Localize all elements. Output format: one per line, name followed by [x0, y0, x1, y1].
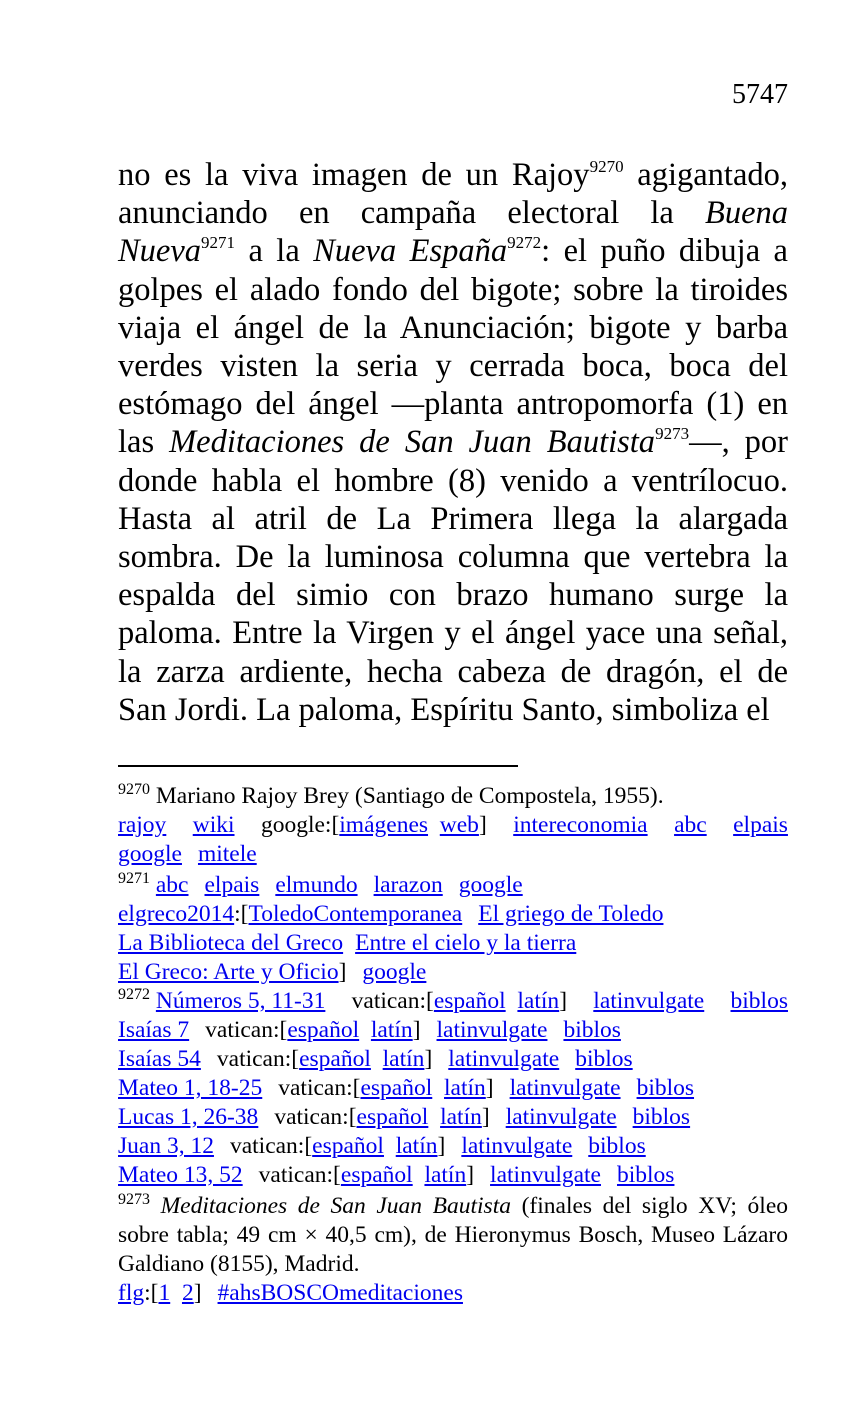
bracket-close: ] [485, 1075, 494, 1101]
italic-term-nueva-espana: Nueva España [313, 233, 508, 270]
bible-ref-row [118, 1045, 788, 1074]
link-latin[interactable]: latín [370, 1017, 413, 1043]
link-flg-2[interactable]: 2 [181, 1280, 194, 1306]
footnote-9271-line [118, 871, 788, 900]
link-elmundo[interactable]: elmundo [275, 872, 358, 898]
link-biblos[interactable]: biblos [616, 1162, 675, 1188]
link-flg[interactable]: flg [118, 1280, 145, 1306]
link-elpais[interactable]: elpais [204, 872, 260, 898]
body-text-segment: : el puño dibuja a golpes el alado fondo del bigote; sobre la tiroides viaja el ángel de la Anunciación; bigote y barba verdes visten la seria y cerrada boca, boca del estómago del ángel ―planta antropomorfa (1) en las [118, 233, 788, 461]
bible-ref-group [118, 1016, 189, 1045]
footnotes [118, 782, 788, 1308]
link-biblos[interactable]: biblos [636, 1075, 695, 1101]
link-abc[interactable]: abc [155, 872, 189, 898]
vatican-group [352, 987, 567, 1016]
link-bible-ref[interactable]: Isaías 54 [118, 1046, 201, 1072]
bracket-open: :[ [144, 1280, 159, 1306]
link-bible-ref[interactable]: Mateo 13, 52 [118, 1162, 243, 1188]
vatican-group [274, 1103, 489, 1132]
link-hashtag-bosco[interactable]: #ahsBOSCOmeditaciones [217, 1280, 463, 1306]
footnote-9270-links [118, 811, 788, 840]
link-latinvulgate[interactable]: latinvulgate [505, 1104, 617, 1130]
link-el-griego-de-toledo[interactable]: El griego de Toledo [478, 901, 664, 927]
footnote-separator [118, 765, 518, 767]
footnote-title: Meditaciones de San Juan Bautista [160, 1193, 511, 1219]
bible-ref-group [118, 987, 325, 1016]
bracket-close: ] [424, 1046, 433, 1072]
link-intereconomia[interactable]: intereconomia [513, 812, 648, 838]
footnote-ref-9273[interactable]: 9273 [655, 424, 690, 444]
link-espanol[interactable]: español [356, 1104, 429, 1130]
link-biblos[interactable]: biblos [730, 988, 788, 1014]
link-espanol[interactable]: español [433, 988, 506, 1014]
link-bible-ref[interactable]: Lucas 1, 26-38 [118, 1104, 259, 1130]
link-rajoy[interactable]: rajoy [118, 812, 167, 838]
vatican-prefix: vatican:[ [229, 1133, 313, 1159]
footnote-text: Mariano Rajoy Brey (Santiago de Compostela, 1955). [150, 783, 664, 809]
elgreco-group [118, 900, 462, 929]
link-bible-ref[interactable]: Mateo 1, 18-25 [118, 1075, 263, 1101]
vatican-group [205, 1016, 420, 1045]
footnote-9271-start [118, 871, 189, 900]
link-elgreco2014[interactable]: elgreco2014 [118, 901, 235, 927]
footnote-number: 9270 [118, 781, 150, 798]
body-text-segment: a la [235, 233, 314, 270]
link-google-2[interactable]: google [362, 959, 427, 985]
bracket-close: ] [338, 959, 347, 985]
bracket-close: ] [193, 1280, 202, 1306]
bible-ref-row [118, 1161, 788, 1190]
body-text-segment: no es la viva imagen de un Rajoy [118, 157, 590, 193]
bible-ref-row [118, 1074, 788, 1103]
link-latinvulgate[interactable]: latinvulgate [461, 1133, 573, 1159]
link-web[interactable]: web [439, 812, 479, 838]
footnote-9271-links-2 [118, 900, 788, 929]
body-text [118, 156, 788, 729]
vatican-prefix: vatican:[ [216, 1046, 300, 1072]
link-latin[interactable]: latín [382, 1046, 425, 1072]
vatican-prefix: vatican:[ [274, 1104, 357, 1130]
link-wiki[interactable]: wiki [192, 812, 235, 838]
link-espanol[interactable]: español [340, 1162, 413, 1188]
link-bible-ref[interactable]: Juan 3, 12 [118, 1133, 214, 1159]
footnote-ref-9270[interactable]: 9270 [589, 157, 624, 176]
link-espanol[interactable]: español [299, 1046, 371, 1072]
link-latin[interactable]: latín [424, 1162, 467, 1188]
footnote-9270-links-2 [118, 840, 788, 869]
bracket-close: ] [559, 988, 568, 1014]
link-latinvulgate[interactable]: latinvulgate [490, 1162, 601, 1188]
link-larazon[interactable]: larazon [373, 872, 443, 898]
footnote-9273-links [118, 1279, 788, 1308]
body-text-segment: agigantado, anunciando en campaña electoral la [118, 157, 789, 232]
footnote-9272 [118, 987, 788, 1190]
vatican-prefix: vatican:[ [278, 1075, 361, 1101]
link-espanol[interactable]: español [312, 1133, 384, 1159]
link-google[interactable]: google [118, 841, 182, 867]
link-espanol[interactable]: español [360, 1075, 433, 1101]
footnote-9271-links-4 [118, 958, 788, 987]
link-latin[interactable]: latín [440, 1104, 482, 1130]
link-elpais[interactable]: elpais [733, 812, 788, 838]
vatican-group [217, 1045, 432, 1074]
arte-group [118, 958, 346, 987]
vatican-prefix: vatican:[ [205, 1017, 288, 1043]
link-bible-ref[interactable]: Números 5, 11-31 [155, 988, 326, 1014]
link-latinvulgate[interactable]: latinvulgate [448, 1046, 560, 1072]
link-biblioteca-del-greco[interactable]: La Biblioteca del Greco [118, 930, 344, 956]
link-biblos[interactable]: biblos [575, 1046, 633, 1072]
link-biblos[interactable]: biblos [588, 1133, 646, 1159]
link-arte-y-oficio[interactable]: El Greco: Arte y Oficio [118, 959, 339, 985]
italic-term-buena-nueva: Buena Nueva [118, 195, 788, 270]
footnote-9271-links-3 [118, 929, 788, 958]
vatican-group [259, 1161, 474, 1190]
bracket-close: ] [466, 1162, 475, 1188]
link-imagenes[interactable]: imágenes [339, 812, 429, 838]
bible-ref-row [118, 1016, 788, 1045]
bible-ref-row [118, 1132, 788, 1161]
flg-group [118, 1279, 202, 1308]
bible-ref-group [118, 1045, 201, 1074]
bible-ref-group [118, 1074, 262, 1103]
link-latinvulgate[interactable]: latinvulgate [509, 1075, 621, 1101]
link-toledo-contemporanea[interactable]: ToledoContemporanea [248, 901, 463, 927]
vatican-prefix: vatican:[ [258, 1162, 341, 1188]
footnote-ref-9271[interactable]: 9271 [201, 233, 236, 253]
footnote-ref-9272[interactable]: 9272 [507, 233, 542, 253]
page-number: 5747 [732, 79, 788, 110]
link-latin[interactable]: latín [395, 1133, 438, 1159]
link-bible-ref[interactable]: Isaías 7 [118, 1017, 190, 1043]
body-text-segment: ―, por donde habla el hombre (8) venido a ventrílocuo. Hasta al atril de La Primera llega la alargada sombra. De la luminosa columna que vertebra la espalda del simio con brazo humano surge la paloma. Entre la Virgen y el ángel yace una señal, la zarza ardiente, hecha cabeza de dragón, el de San Jordi. La paloma, Espíritu Santo, simboliza el [118, 424, 788, 728]
footnote-number: 9271 [118, 870, 150, 887]
bible-ref-group [118, 1103, 258, 1132]
link-mitele[interactable]: mitele [197, 841, 257, 867]
link-biblos[interactable]: biblos [563, 1017, 621, 1043]
link-latin[interactable]: latín [444, 1075, 486, 1101]
link-latin[interactable]: latín [517, 988, 560, 1014]
google-group [261, 811, 487, 840]
link-google[interactable]: google [458, 872, 523, 898]
italic-term-meditaciones: Meditaciones de San Juan Bautista [169, 424, 656, 461]
link-latinvulgate[interactable]: latinvulgate [436, 1017, 548, 1043]
footnote-9270-line [118, 782, 788, 811]
bracket-close: ] [412, 1017, 421, 1043]
link-latinvulgate[interactable]: latinvulgate [593, 988, 705, 1014]
bracket-close: ] [478, 812, 487, 838]
link-entre-el-cielo[interactable]: Entre el cielo y la tierra [355, 930, 577, 956]
footnote-9273 [118, 1192, 788, 1279]
link-espanol[interactable]: español [287, 1017, 360, 1043]
bracket-close: ] [481, 1104, 490, 1130]
footnote-9270-text [118, 782, 664, 811]
google-prefix: google:[ [260, 812, 340, 838]
link-biblos[interactable]: biblos [632, 1104, 691, 1130]
vatican-group [230, 1132, 445, 1161]
footnote-number: 9272 [118, 986, 150, 1003]
footnote-number: 9273 [118, 1191, 150, 1208]
bracket-open: :[ [234, 901, 249, 927]
link-flg-1[interactable]: 1 [158, 1280, 171, 1306]
vatican-prefix: vatican:[ [351, 988, 434, 1014]
footnote-text: (finales del siglo XV; óleo sobre tabla; 49 cm × 40,5 cm), de Hieronymus Bosch, Museo Lázaro Galdiano (8155), Madrid. [118, 1193, 788, 1277]
link-abc[interactable]: abc [674, 812, 707, 838]
bible-ref-group [118, 1132, 214, 1161]
bible-ref-group [118, 1161, 243, 1190]
vatican-group [278, 1074, 493, 1103]
bible-ref-row [118, 1103, 788, 1132]
bracket-close: ] [437, 1133, 446, 1159]
bible-ref-row [118, 987, 788, 1016]
